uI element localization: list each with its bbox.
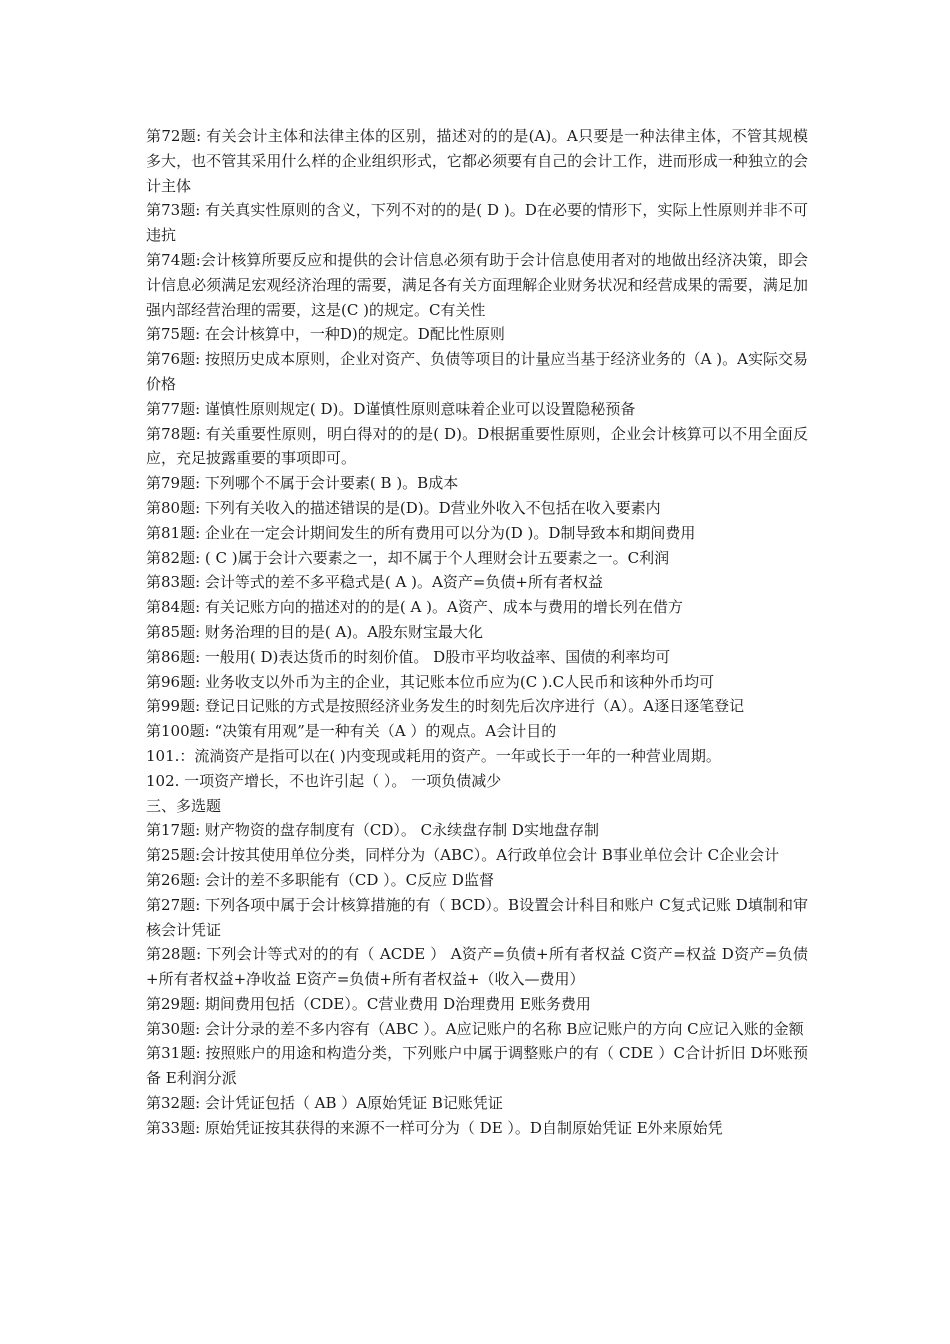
paragraph-mq29: 第29题: 期间费用包括（CDE）。C营业费用 D治理费用 E账务费用 xyxy=(146,994,591,1013)
paragraph-mq32: 第32题: 会计凭证包括（ AB ）A原始凭证 B记账凭证 xyxy=(146,1094,503,1113)
paragraph-mq17: 第17题: 财产物资的盘存制度有（CD）。 C永续盘存制 D实地盘存制 xyxy=(146,821,599,840)
paragraph-q83: 第83题: 会计等式的差不多平稳式是( A )。A资产=负债+所有者权益 xyxy=(146,573,603,592)
paragraph-mq27: 第27题: 下列各项中属于会计核算措施的有（ BCD）。B设置会计科目和账户 C复式记账 D填制和审核会计凭证 xyxy=(146,895,808,939)
paragraph-q81: 第81题: 企业在一定会计期间发生的所有费用可以分为(D )。D制导致本和期间费用 xyxy=(146,523,696,542)
paragraph-q75: 第75题: 在会计核算中，一种D)的规定。D配比性原则 xyxy=(146,325,505,344)
paragraph-mq31: 第31题: 按照账户的用途和构造分类，下列账户中属于调整账户的有（ CDE ）C合计折旧 D坏账预备 E利润分派 xyxy=(146,1044,808,1088)
paragraph-q102: 102. 一项资产增长，不也许引起（ ）。 一项负债减少 xyxy=(146,771,502,790)
paragraph-q79: 第79题: 下列哪个不属于会计要素( B )。B成本 xyxy=(146,474,459,493)
document-body xyxy=(146,124,808,1141)
paragraph-q84: 第84题: 有关记账方向的描述对的的是( A )。A资产、成本与费用的增长列在借方 xyxy=(146,598,683,617)
section-heading-multiple-choice: 三、多选题 xyxy=(146,796,222,815)
paragraph-mq30: 第30题: 会计分录的差不多内容有（ABC ）。A应记账户的名称 B应记账户的方向 C应记入账的金额 xyxy=(146,1019,804,1038)
paragraph-q82: 第82题: ( C )属于会计六要素之一，却不属于个人理财会计五要素之一。C利润 xyxy=(146,548,670,567)
paragraph-q96: 第96题: 业务收支以外币为主的企业，其记账本位币应为(C ).C人民币和该种外币均可 xyxy=(146,672,715,691)
paragraph-q86: 第86题: 一般用( D)表达货币的时刻价值。 D股市平均收益率、国债的利率均可 xyxy=(146,647,671,666)
paragraph-q73: 第73题: 有关真实性原则的含义，下列不对的的是( D )。D在必要的情形下，实际上性原则并非不可违抗 xyxy=(146,201,808,245)
paragraph-q72: 第72题: 有关会计主体和法律主体的区别，描述对的的是(A)。A只要是一种法律主体，不管其规模多大，也不管其采用什么样的企业组织形式，它都必须要有自己的会计工作，进而形成一种独立的会计主体 xyxy=(146,127,808,195)
paragraph-q78: 第78题: 有关重要性原则，明白得对的的是( D)。D根据重要性原则，企业会计核算可以不用全面反应，充足披露重要的事项即可。 xyxy=(146,424,808,468)
paragraph-q74: 第74题:会计核算所要反应和提供的会计信息必须有助于会计信息使用者对的地做出经济决策，即会计信息必须满足宏观经济治理的需要，满足各有关方面理解企业财务状况和经营成果的需要，满足加强内部经营治理的需要，这是(C )的规定。C有关性 xyxy=(146,250,808,319)
paragraph-q101: 101.：流淌资产是指可以在( )内变现或耗用的资产。一年或长于一年的一种营业周期。 xyxy=(146,746,721,765)
paragraph-q100: 第100题: “决策有用观”是一种有关（A ）的观点。A会计目的 xyxy=(146,722,557,741)
paragraph-q80: 第80题: 下列有关收入的描述错误的是(D)。D营业外收入不包括在收入要素内 xyxy=(146,498,661,517)
paragraph-mq28: 第28题: 下列会计等式对的的有（ ACDE ） A资产=负债+所有者权益 C资产=权益 D资产=负债+所有者权益+净收益 E资产=负债+所有者权益+（收入—费用） xyxy=(146,945,808,989)
paragraph-q76: 第76题: 按照历史成本原则，企业对资产、负债等项目的计量应当基于经济业务的（A )。A实际交易价格 xyxy=(146,350,808,393)
paragraph-mq33: 第33题: 原始凭证按其获得的来源不一样可分为（ DE ）。D自制原始凭证 E外来原始凭 xyxy=(146,1118,723,1137)
paragraph-mq26: 第26题: 会计的差不多职能有（CD ）。C反应 D监督 xyxy=(146,870,494,889)
paragraph-mq25: 第25题:会计按其使用单位分类，同样分为（ABC）。A行政单位会计 B事业单位会计 C企业会计 xyxy=(146,846,780,865)
paragraph-q99: 第99题: 登记日记账的方式是按照经济业务发生的时刻先后次序进行（A）。A逐日逐笔登记 xyxy=(146,697,745,716)
paragraph-q77: 第77题: 谨慎性原则规定( D)。D谨慎性原则意味着企业可以设置隐秘预备 xyxy=(146,399,636,418)
paragraph-q85: 第85题: 财务治理的目的是( A)。A股东财宝最大化 xyxy=(146,622,484,641)
